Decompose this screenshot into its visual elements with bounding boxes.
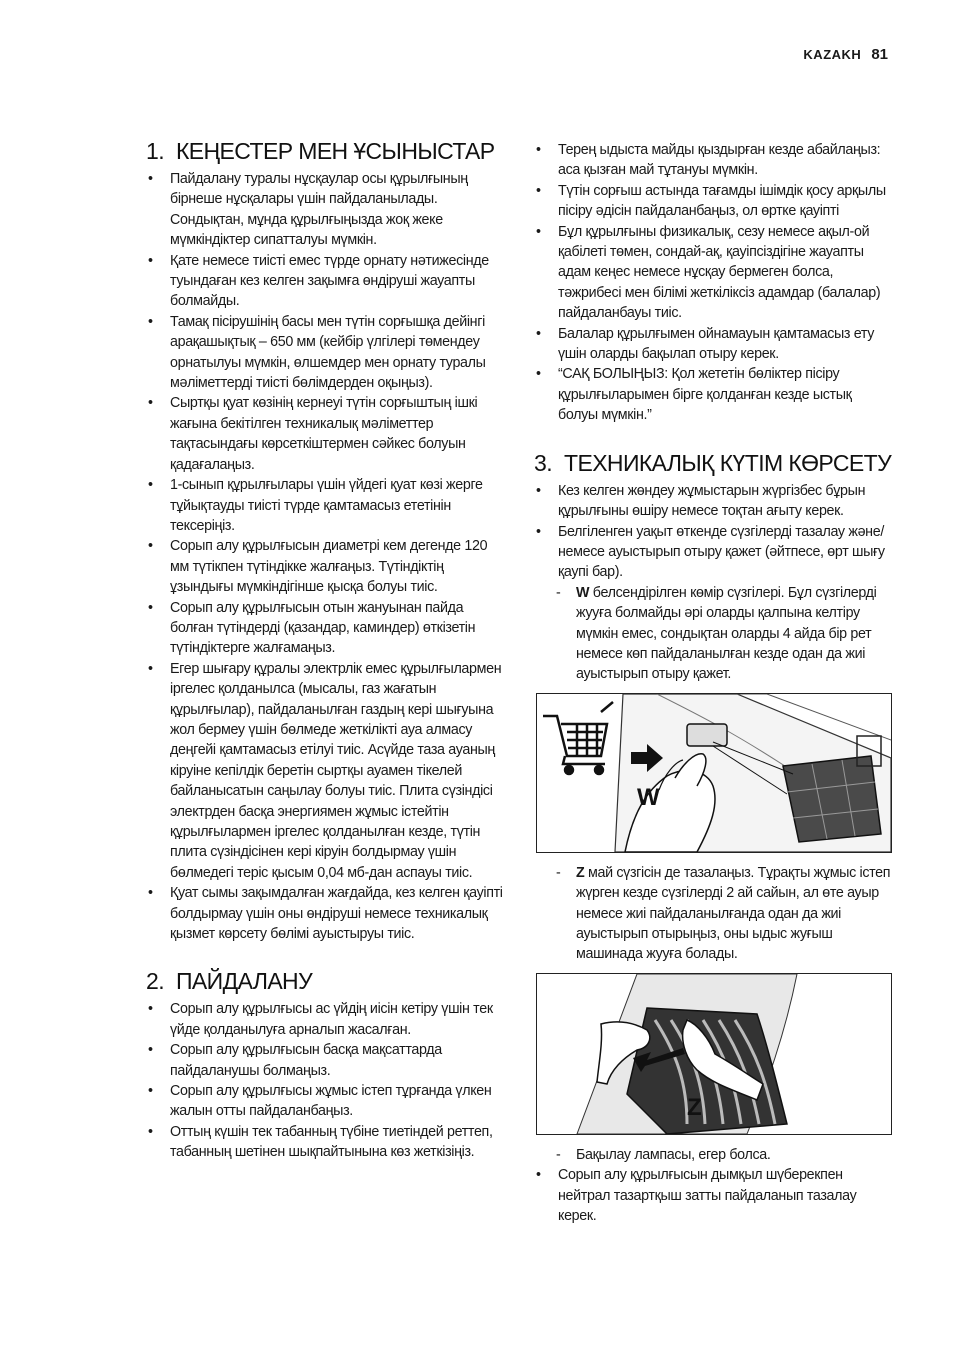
list-item: • Оттың күшін тек табанның түбіне тиетіндей реттеп, табанның шетінен шықпайтынына көз жеткізіңіз.	[146, 1122, 506, 1163]
language-label: KAZAKH	[803, 47, 862, 62]
section-1-heading	[146, 138, 506, 165]
section-2-list	[146, 999, 506, 1162]
section-2-title: ПАЙДАЛАНУ	[176, 968, 313, 995]
sub-item-z-text: май сүзгісін де тазалаңыз. Тұрақты жұмыс істеп жүрген кезде сүзгілерді 2 ай сайын, ал өте ауыр немесе жиі пайдаланылғанда одан да жиі ауыстырып отырыңыз, оны ыдыс жуғыш машинада жууға болады.	[576, 864, 891, 963]
list-item: • Сорып алу құрылғысын отын жануынан пайда болған түтіндерді (қазандар, каминдер) өткізетін түтіндіктерге жалғамаңыз.	[146, 598, 506, 659]
carbon-filter-pad	[783, 756, 881, 842]
grease-filter-drawing	[537, 974, 891, 1134]
sub-item-w-text: белсендірілген көмір сүзгілері. Бұл сүзгілерді жууға болмайды әрі оларды қалпына келтіру мүмкін емес, сондықтан оларды 4 айда бір рет немесе көп пайдаланылған кезде одан да жиі ауыстырып отыру қажет.	[576, 584, 877, 683]
shopping-cart-icon	[543, 702, 613, 774]
filter-code-z: Z	[576, 864, 585, 881]
dash-marker: -	[556, 864, 561, 881]
list-item: • Сорып алу құрылғысы ас үйдің иісін кетіру үшін тек үйде қолданылуға арналып жасалған.	[146, 999, 506, 1040]
section-1-number: 1.	[146, 138, 164, 164]
list-item: • Пайдалану туралы нұсқаулар осы құрылғының бірнеше нұсқалары үшін пайдаланылады. Сондықтан, мұнда құрылғыңызда жоқ жеке мүмкіндіктер сипатталуы мүмкін.	[146, 169, 506, 251]
left-column	[146, 138, 506, 1163]
dash-marker: -	[556, 584, 561, 601]
dash-marker: -	[556, 1146, 561, 1163]
list-item: • “САҚ БОЛЫҢЫЗ: Қол жететін бөліктер пісіру құрылғыларымен бірге қолданған кезде ыстық болуы мүмкін.”	[534, 364, 894, 425]
sub-item-lamp	[534, 1145, 894, 1165]
sub-item-z	[534, 863, 894, 965]
section-3-final-list	[534, 1165, 894, 1226]
list-item: • Егер шығару құралы электрлік емес құрылғылармен іргелес қолданылса (мысалы, газ жағатын құрылғылар), пайдаланылған газдың кері шығуына жол бермеу үшін бөлмеде жеткілікті ауа алмасу деңгейі қамтамасыз етілуі тиіс. Асүйде таза ауаның кіруіне кепілдік беретін сыртқы ауамен тікелей байланысатын саңылау болуы тиіс. Плита сүзіндісі электрден басқа энергиямен жұмыс істейтін құрылғылармен іргелес қолданылған кезде, түтін плита сүзіндісінен кері кіруін болдырмау үшін бөлмедегі теріс қысым 0,04 мб-дан аспауы тиіс.	[146, 659, 506, 883]
list-item: • Сыртқы қуат көзінің кернеуі түтін сорғыштың ішкі жағына бекітілген техникалық мәліметтер тақтасындағы көрсеткіштермен сәйкес болуын қадағалаңыз.	[146, 393, 506, 475]
carbon-filter-illustration	[536, 693, 892, 853]
page-header	[803, 46, 888, 63]
section-3-number: 3.	[534, 449, 552, 476]
list-item: • Қуат сымы зақымдалған жағдайда, кез келген қауіпті болдырмау үшін оны өндіруші немесе техникалық қызмет көрсету бөлімі ауыстыруы тиіс.	[146, 883, 506, 944]
list-item: • Белгіленген уақыт өткенде сүзгілерді тазалау және/немесе ауыстырып отыру қажет (әйтпесе, өрт шығу қаупі бар).	[534, 522, 894, 583]
list-item: • Сорып алу құрылғысын дымқыл шүберекпен нейтрал тазартқыш затты пайдаланып тазалау керек.	[534, 1165, 894, 1226]
list-item: • Сорып алу құрылғысы жұмыс істеп тұрғанда үлкен жалын отты пайдаланбаңыз.	[146, 1081, 506, 1122]
figure-label-z: Z	[687, 1093, 702, 1121]
sub-item-w	[534, 583, 894, 685]
list-item: • Кез келген жөндеу жұмыстарын жүргізбес бұрын құрылғыны өшіру немесе тоқтан ағыту керек.	[534, 481, 894, 522]
list-item: • Бұл құрылғыны физикалық, сезу немесе ақыл-ой қабілеті төмен, сондай-ақ, қауіпсіздігіне жауапты адам кеңес немесе нұсқау бермеген болса, тәжрибесі мен білімі жеткіліксіз адамдар (балалар) пайдаланбауы тиіс.	[534, 222, 894, 324]
section-1-list	[146, 169, 506, 944]
section-3-list	[534, 481, 894, 583]
sub-item-lamp-text: Бақылау лампасы, егер болса.	[576, 1146, 771, 1163]
list-item: • Тамақ пісірушінің басы мен түтін сорғышқа дейінгі арақашықтық – 650 мм (кейбір үлгілері төмендеу орнатылуы мүмкін, өлшемдер мен орнату туралы мәліметтерді тиісті бөлімдерден оқыңыз).	[146, 312, 506, 394]
list-item: • 1-сынып құрылғылары үшін үйдегі қуат көзі жерге тұйықтауды тиісті түрде қамтамасыз ететінін тексеріңіз.	[146, 475, 506, 536]
right-column	[534, 140, 894, 1226]
list-item: • Сорып алу құрылғысын диаметрі кем дегенде 120 мм түтікпен түтіндікке жалғаңыз. Түтіндіктің ұзындығы мүмкіндігінше қысқа болуы тиіс.	[146, 536, 506, 597]
section-1-title: КЕҢЕСТЕР МЕН ҰСЫНЫСТАР	[176, 138, 495, 164]
figure-label-w: W	[637, 783, 660, 811]
grease-filter-illustration	[536, 973, 892, 1135]
list-item: • Сорып алу құрылғысын басқа мақсаттарда пайдаланушы болмаңыз.	[146, 1040, 506, 1081]
list-item: • Түтін сорғыш астында тағамды ішімдік қосу арқылы пісіру әдісін пайдаланбаңыз, ол өртке қауіпті	[534, 181, 894, 222]
section-3-title: ТЕХНИКАЛЫҚ КҮТІМ КӨРСЕТУ	[564, 449, 892, 476]
filter-code-w: W	[576, 584, 590, 601]
list-item: • Балалар құрылғымен ойнамауын қамтамасыз ету үшін оларды бақылап отыру керек.	[534, 324, 894, 365]
section-3-heading	[534, 450, 894, 477]
list-item: • Қате немесе тиісті емес түрде орнату нәтижесінде туындаған кез келген зақымға өндіруші жауапты болмайды.	[146, 251, 506, 312]
section-2-list-continued	[534, 140, 894, 426]
carbon-filter-drawing	[537, 694, 891, 852]
list-item: • Терең ыдыста майды қыздырған кезде абайлаңыз: аса қызған май тұтануы мүмкін.	[534, 140, 894, 181]
section-2-heading	[146, 968, 506, 995]
section-2-number: 2.	[146, 968, 164, 995]
page-number: 81	[871, 46, 888, 63]
